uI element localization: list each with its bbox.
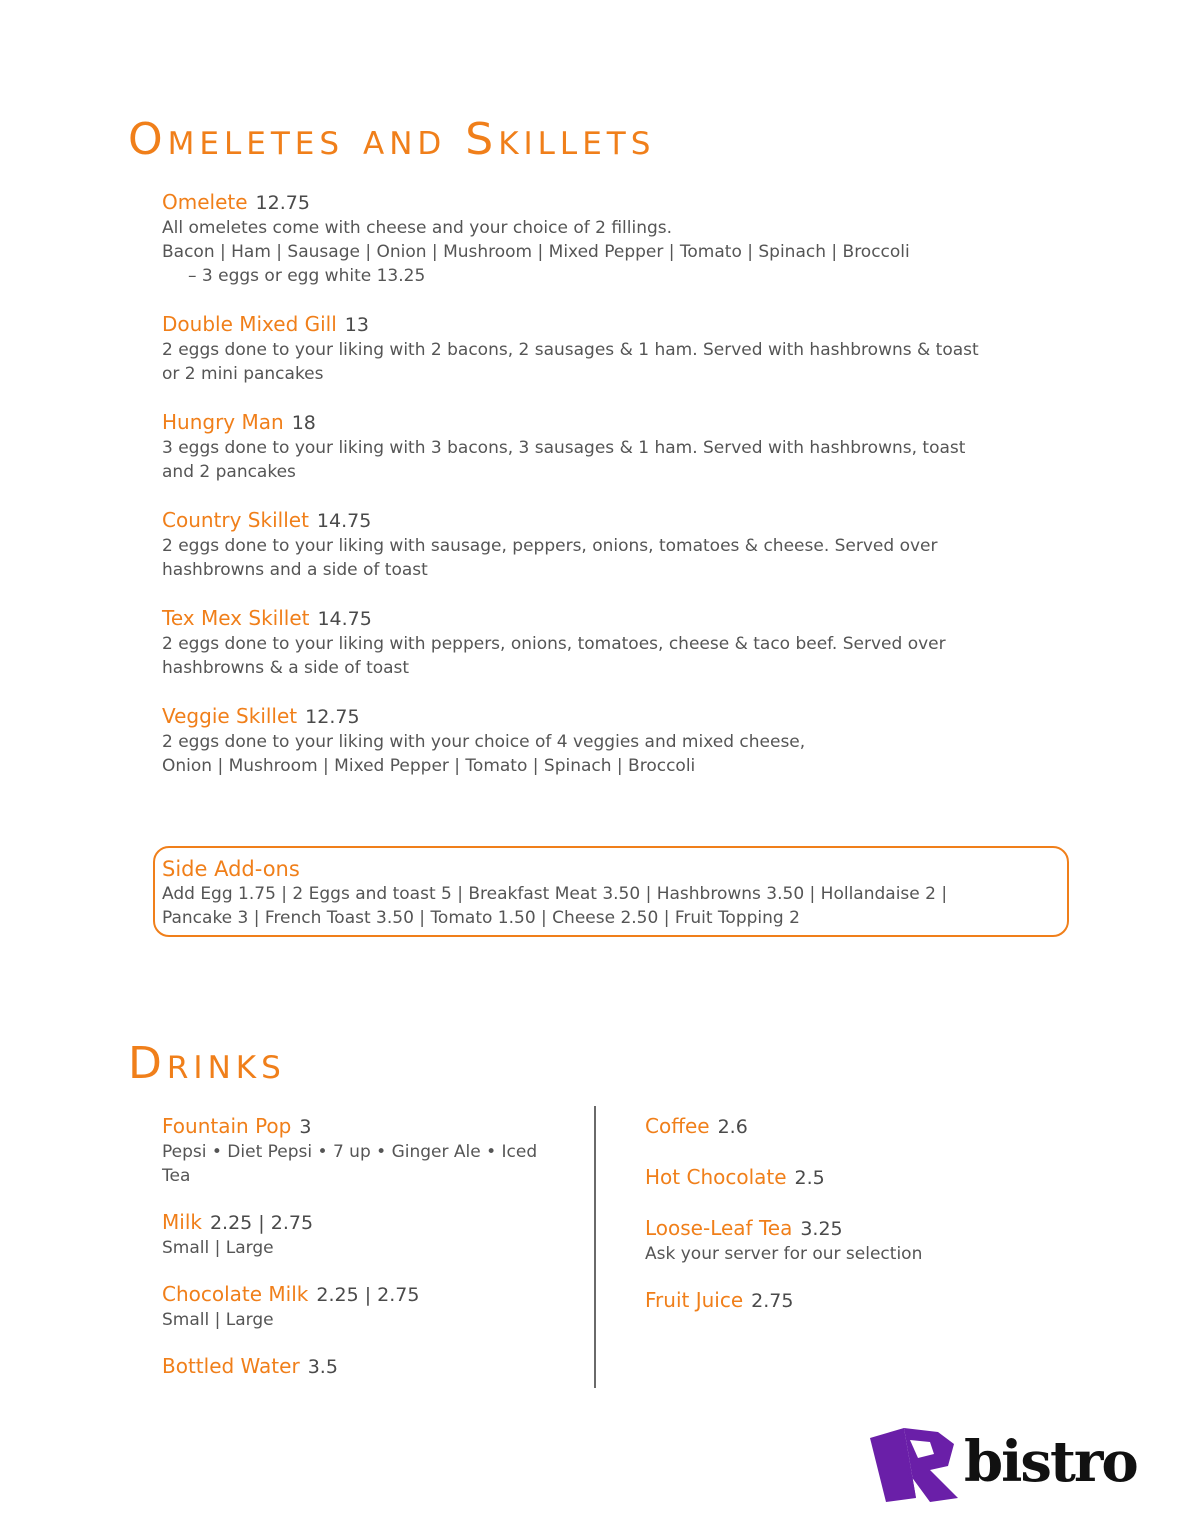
menu-item [162, 704, 1062, 778]
drink-item [162, 1114, 582, 1188]
omelettes-list [162, 190, 1062, 802]
item-price: 13 [344, 314, 369, 336]
item-price: 2.5 [794, 1167, 825, 1189]
item-name: Double Mixed Gill [162, 312, 337, 336]
item-price: 2.25 | 2.75 [316, 1284, 420, 1306]
item-name: Hot Chocolate [645, 1165, 787, 1189]
drink-item [162, 1210, 582, 1260]
item-description: Small | Large [162, 1238, 274, 1258]
item-price: 12.75 [255, 192, 310, 214]
item-description: Ask your server for our selection [645, 1244, 923, 1264]
bistro-logo [868, 1426, 1137, 1506]
item-description: and 2 pancakes [162, 462, 296, 482]
drink-item [645, 1216, 1085, 1266]
item-name: Tex Mex Skillet [162, 606, 310, 630]
item-price: 12.75 [305, 706, 360, 728]
item-price: 18 [291, 412, 316, 434]
item-price: 14.75 [316, 510, 372, 532]
item-price: 3.25 [800, 1218, 843, 1240]
item-description: Pepsi • Diet Pepsi • 7 up • Ginger Ale • Iced [162, 1142, 538, 1162]
item-description: hashbrowns & a side of toast [162, 658, 410, 678]
drink-item [162, 1282, 582, 1332]
menu-item [162, 190, 1062, 288]
drink-item [645, 1288, 1085, 1314]
item-name: Coffee [645, 1114, 710, 1138]
item-price: 2.75 [751, 1290, 794, 1312]
item-name: Fruit Juice [645, 1288, 744, 1312]
item-name: Fountain Pop [162, 1114, 292, 1138]
item-price: 2.25 | 2.75 [209, 1212, 314, 1234]
drink-item [645, 1165, 1085, 1191]
item-name: Hungry Man [162, 410, 284, 434]
drink-item [162, 1354, 582, 1380]
drinks-left-column [162, 1114, 582, 1402]
addons-line: Add Egg 1.75 | 2 Eggs and toast 5 | Breakfast Meat 3.50 | Hashbrowns 3.50 | Hollandaise 2 | [162, 884, 948, 904]
item-name: Omelete [162, 190, 248, 214]
item-name: Chocolate Milk [162, 1282, 309, 1306]
item-description: Onion | Mushroom | Mixed Pepper | Tomato | Spinach | Broccoli [162, 756, 696, 776]
item-price: 3 [299, 1116, 312, 1138]
item-name: Loose-Leaf Tea [645, 1216, 793, 1240]
menu-item [162, 606, 1062, 680]
item-price: 2.6 [717, 1116, 748, 1138]
item-description: Bacon | Ham | Sausage | Onion | Mushroom | Mixed Pepper | Tomato | Spinach | Broccoli [162, 242, 910, 262]
item-description: 2 eggs done to your liking with 2 bacons, 2 sausages & 1 ham. Served with hashbrowns & toast [162, 340, 979, 360]
item-price: 3.5 [307, 1356, 338, 1378]
item-note: – 3 eggs or egg white 13.25 [188, 266, 426, 286]
item-description: Small | Large [162, 1310, 274, 1330]
drink-item [645, 1114, 1085, 1140]
omelettes-section-title: Omeletes and Skillets [128, 114, 656, 165]
item-name: Milk [162, 1210, 202, 1234]
item-description: 2 eggs done to your liking with peppers, onions, tomatoes, cheese & taco beef. Served over [162, 634, 946, 654]
item-description: All omeletes come with cheese and your choice of 2 fillings. [162, 218, 673, 238]
logo-wordmark: bistro [964, 1429, 1137, 1495]
item-description: hashbrowns and a side of toast [162, 560, 428, 580]
item-description: 2 eggs done to your liking with sausage, peppers, onions, tomatoes & cheese. Served over [162, 536, 938, 556]
item-name: Country Skillet [162, 508, 309, 532]
item-description: Tea [162, 1166, 191, 1186]
menu-item [162, 312, 1062, 386]
item-name: Bottled Water [162, 1354, 300, 1378]
drinks-right-column [645, 1114, 1085, 1336]
side-addons-box [153, 846, 1069, 937]
r-logo-icon [868, 1426, 968, 1506]
item-description: or 2 mini pancakes [162, 364, 324, 384]
menu-item [162, 410, 1062, 484]
addons-title: Side Add-ons [162, 857, 300, 881]
item-name: Veggie Skillet [162, 704, 298, 728]
column-divider [594, 1106, 596, 1388]
item-description: 2 eggs done to your liking with your choice of 4 veggies and mixed cheese, [162, 732, 806, 752]
addons-line: Pancake 3 | French Toast 3.50 | Tomato 1.50 | Cheese 2.50 | Fruit Topping 2 [162, 908, 800, 928]
menu-item [162, 508, 1062, 582]
drinks-section-title: Drinks [128, 1038, 286, 1089]
item-price: 14.75 [317, 608, 372, 630]
item-description: 3 eggs done to your liking with 3 bacons, 3 sausages & 1 ham. Served with hashbrowns, toast [162, 438, 966, 458]
